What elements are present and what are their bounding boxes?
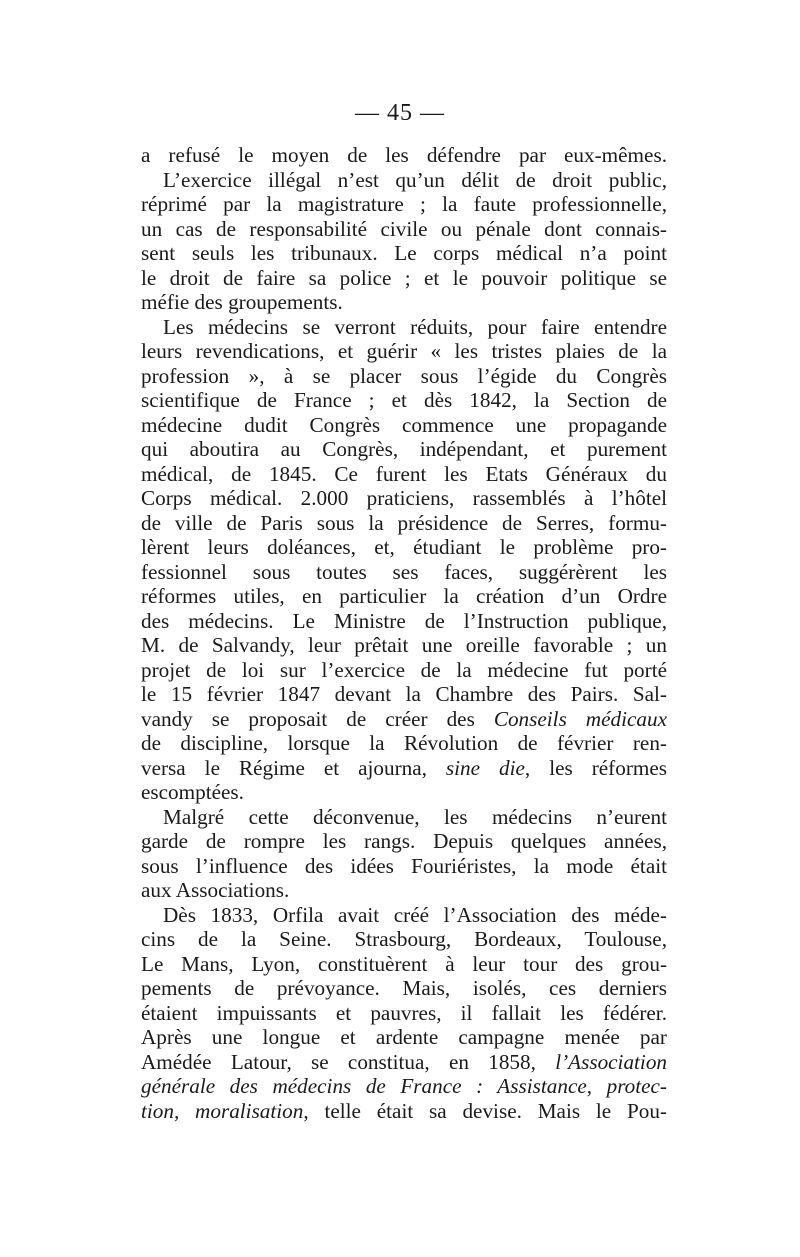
italic-phrase: générale des médecins de France : Assistance, protec- — [141, 1074, 667, 1098]
text-line — [141, 1074, 667, 1099]
text-line: profession », à se placer sous l’égide du Congrès — [141, 363, 667, 388]
text-line: réprimé par la magistrature ; la faute professionnelle, — [141, 192, 667, 216]
text-line — [141, 1099, 667, 1124]
text-line — [141, 756, 667, 781]
text-segment: , les réformes — [524, 755, 667, 780]
italic-phrase: Conseils médicaux — [493, 706, 667, 731]
text-segment: versa le Régime et ajourna, — [141, 755, 427, 780]
text-line: Après une longue et ardente campagne menée par — [141, 1025, 667, 1049]
text-line: aux Associations. — [141, 878, 290, 902]
text-line: des médecins. Le Ministre de l’Instruction publique, — [141, 608, 667, 633]
text-line: Dès 1833, Orfila avait créé l’Association des méde- — [163, 902, 667, 927]
text-line: Corps médical. 2.000 praticiens, rassemblés à l’hôtel — [141, 486, 667, 510]
text-line: réformes utiles, en particulier la création d’un Ordre — [141, 584, 667, 608]
text-line — [141, 1050, 667, 1075]
text-line: sous l’influence des idées Fouriéristes, la mode était — [141, 853, 667, 878]
text-line: escomptées. — [141, 780, 244, 804]
text-line: pements de prévoyance. Mais, isolés, ces derniers — [141, 976, 667, 1000]
text-line: médical, de 1845. Ce furent les Etats Généraux du — [141, 461, 667, 486]
text-line — [141, 707, 667, 732]
text-line: le droit de faire sa police ; et le pouvoir politique se — [141, 265, 667, 290]
text-line: un cas de responsabilité civile ou pénale dont connais- — [141, 216, 667, 241]
italic-phrase: tion, moralisation — [141, 1098, 304, 1123]
text-line: de ville de Paris sous la présidence de Serres, formu- — [141, 510, 667, 535]
text-line: Les médecins se verront réduits, pour faire entendre — [163, 314, 667, 339]
text-line: de discipline, lorsque la Révolution de février ren- — [141, 731, 667, 755]
body-text — [141, 143, 667, 1123]
text-line: fessionnel sous toutes ses faces, suggérèrent les — [141, 559, 667, 584]
text-line: L’exercice illégal n’est qu’un délit de droit public, — [163, 167, 667, 192]
page-number: — 45 — — [355, 100, 445, 126]
text-line: sent seuls les tribunaux. Le corps médical n’a point — [141, 241, 667, 265]
text-line: méfie des groupements. — [141, 290, 343, 314]
text-line: Malgré cette déconvenue, les médecins n’eurent — [163, 804, 667, 829]
text-line: leurs revendications, et guérir « les tristes plaies de la — [141, 339, 667, 363]
text-line: étaient impuissants et pauvres, il fallait les fédérer. — [141, 1000, 667, 1025]
text-segment: Amédée Latour, se constitua, en 1858, — [141, 1049, 536, 1074]
text-line: a refusé le moyen de les défendre par eux-mêmes. — [141, 143, 667, 167]
text-segment: , telle était sa devise. Mais le Pou- — [303, 1098, 667, 1123]
italic-phrase: sine die — [445, 755, 525, 780]
text-line: garde de rompre les rangs. Depuis quelques années, — [141, 829, 667, 853]
italic-phrase: l’Association — [555, 1049, 667, 1074]
text-line: Le Mans, Lyon, constituèrent à leur tour des grou- — [141, 951, 667, 976]
text-line: le 15 février 1847 devant la Chambre des Pairs. Sal- — [141, 682, 667, 706]
text-line: M. de Salvandy, leur prêtait une oreille favorable ; un — [141, 633, 667, 657]
text-segment: vandy se proposait de créer des — [141, 706, 475, 731]
text-line: qui aboutira au Congrès, indépendant, et purement — [141, 437, 667, 461]
text-line: projet de loi sur l’exercice de la médecine fut porté — [141, 657, 667, 682]
text-line: scientifique de France ; et dès 1842, la Section de — [141, 388, 667, 412]
text-line: lèrent leurs doléances, et, étudiant le problème pro- — [141, 535, 667, 559]
text-line: cins de la Seine. Strasbourg, Bordeaux, Toulouse, — [141, 927, 667, 951]
text-line: médecine dudit Congrès commence une propagande — [141, 412, 667, 437]
